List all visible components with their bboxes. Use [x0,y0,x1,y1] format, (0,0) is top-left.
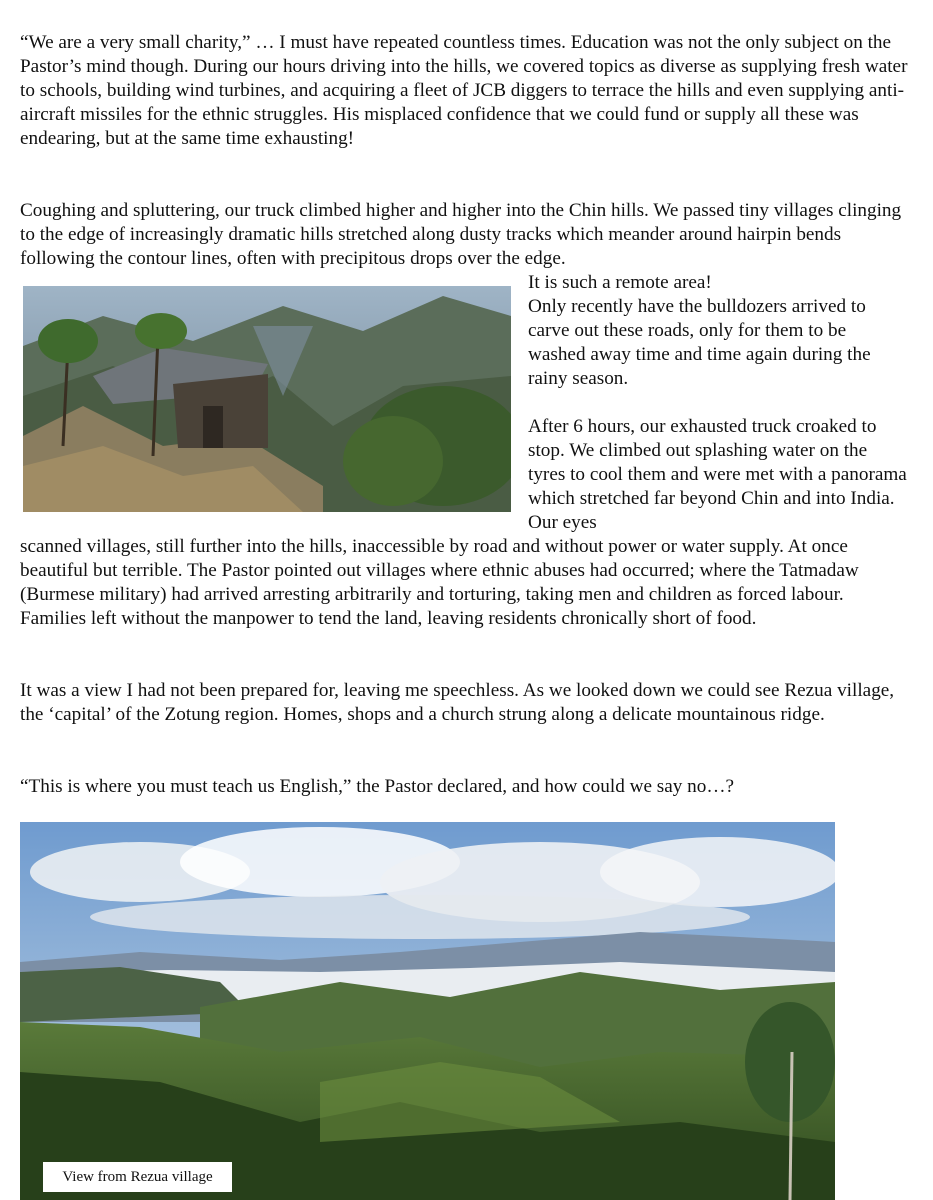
paragraph-remote-area: It is such a remote area! [528,272,712,293]
paragraph-villages: scanned villages, still further into the hills, inaccessible by road and without power or water supply. At once beautiful but terrible. The Pastor pointed out villages where ethnic abuses had occurred; where the Tatmadaw (Burmese military) had arrived arresting arbitrarily and torturing, taking men and children as forced labour. Families left without the manpower to tend the land, leaving residents chronically short of food. [20,536,859,629]
paragraph-six-hours: After 6 hours, our exhausted truck croaked to stop. We climbed out splashing water on the tyres to cool them and were met with a panorama which stretched far beyond Chin and into India. Our eyes [528,416,907,533]
paragraph-bulldozers: Only recently have the bulldozers arrived to carve out these roads, only for them to be washed away time and time again during the rainy season. [528,296,871,389]
hillside-hut-photo [23,286,511,512]
photo-caption: View from Rezua village [43,1162,232,1192]
rezua-view-photo [20,822,835,1200]
sidebar-text [528,271,908,535]
paragraph-charity: “We are a very small charity,” … I must have repeated countless times. Education was not the only subject on the Pastor’s mind though. During our hours driving into the hills, we covered topics as diverse as supplying fresh water to schools, building wind turbines, and acquiring a fleet of JCB diggers to terrace the hills and even supplying anti-aircraft missiles for the ethnic struggles. His misplaced confidence that we could fund or supply all these was endearing, but at the same time exhausting! [20,32,908,149]
paragraph-truck-climb: Coughing and spluttering, our truck climbed higher and higher into the Chin hills. We passed tiny villages clinging to the edge of increasingly dramatic hills stretched along dusty tracks which meander around hairpin bends following the contour lines, often with precipitous drops over the edge. [20,200,902,269]
paragraph-rezua: It was a view I had not been prepared for, leaving me speechless. As we looked down we could see Rezua village, the ‘capital’ of the Zotung region. Homes, shops and a church strung along a delicate mountainous ridge. [20,680,895,725]
paragraph-teach-english: “This is where you must teach us English,” the Pastor declared, and how could we say no…? [20,776,735,797]
